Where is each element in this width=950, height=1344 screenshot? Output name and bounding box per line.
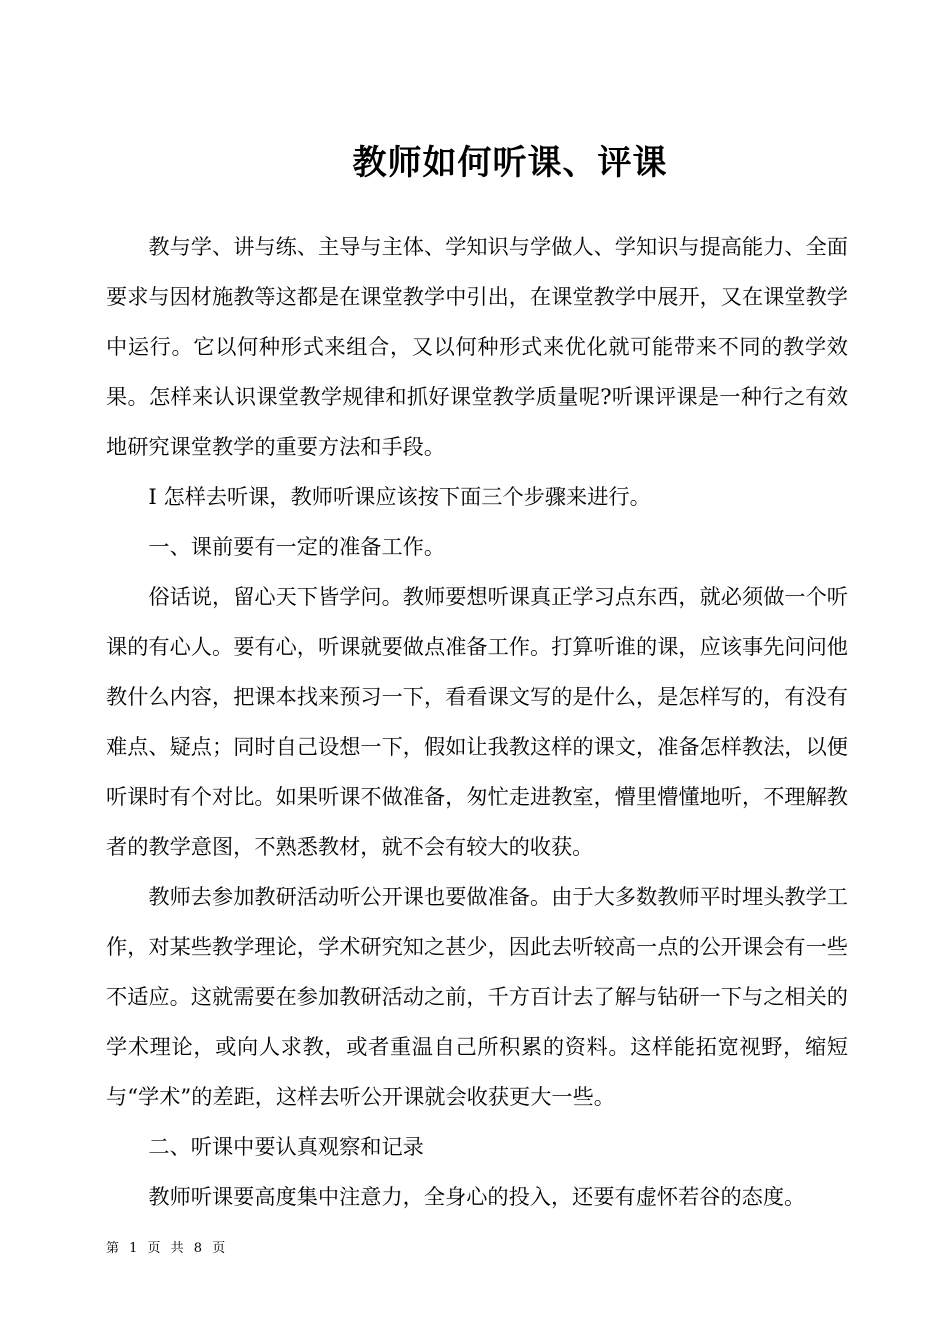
section-heading: 一、课前要有一定的准备工作。: [148, 534, 446, 559]
paragraph: 教与学、讲与练、主导与主体、学知识与学做人、学知识与提高能力、全面要求与因材施教等这都是在课堂教学中引出，在课堂教学中展开，又在课堂教学中运行。它以何种形式来组合，又以何种形式来优化就可能带来不同的教学效果。怎样来认识课堂教学规律和抓好课堂教学质量呢?听课评课是一种行之有效地研究课堂教学的重要方法和手段。: [106, 234, 848, 459]
section-heading: 二、听课中要认真观察和记录: [148, 1134, 424, 1159]
page-footer: 第 1 页 共 8 页: [106, 1241, 229, 1256]
paragraph: 教师去参加教研活动听公开课也要做准备。由于大多数教师平时埋头教学工作，对某些教学理论，学术研究知之甚少，因此去听较高一点的公开课会有一些不适应。这就需要在参加教研活动之前，千方百计去了解与钻研一下与之相关的学术理论，或向人求教，或者重温自己所积累的资料。这样能拓宽视野，缩短与“学术”的差距，这样去听公开课就会收获更大一些。: [106, 884, 848, 1109]
paragraph: 俗话说，留心天下皆学问。教师要想听课真正学习点东西，就必须做一个听课的有心人。要有心，听课就要做点准备工作。打算听谁的课，应该事先问问他教什么内容，把课本找来预习一下，看看课文写的是什么，是怎样写的，有没有难点、疑点；同时自己设想一下，假如让我教这样的课文，准备怎样教法，以便听课时有个对比。如果听课不做准备，匆忙走进教室，懵里懵懂地听，不理解教者的教学意图，不熟悉教材，就不会有较大的收获。: [106, 584, 848, 859]
paragraph: 教师听课要高度集中注意力，全身心的投入，还要有虚怀若谷的态度。: [148, 1184, 806, 1209]
document-body: [106, 222, 848, 1222]
paragraph: I 怎样去听课，教师听课应该按下面三个步骤来进行。: [148, 484, 651, 509]
document-title: 教师如何听课、评课: [352, 142, 668, 183]
